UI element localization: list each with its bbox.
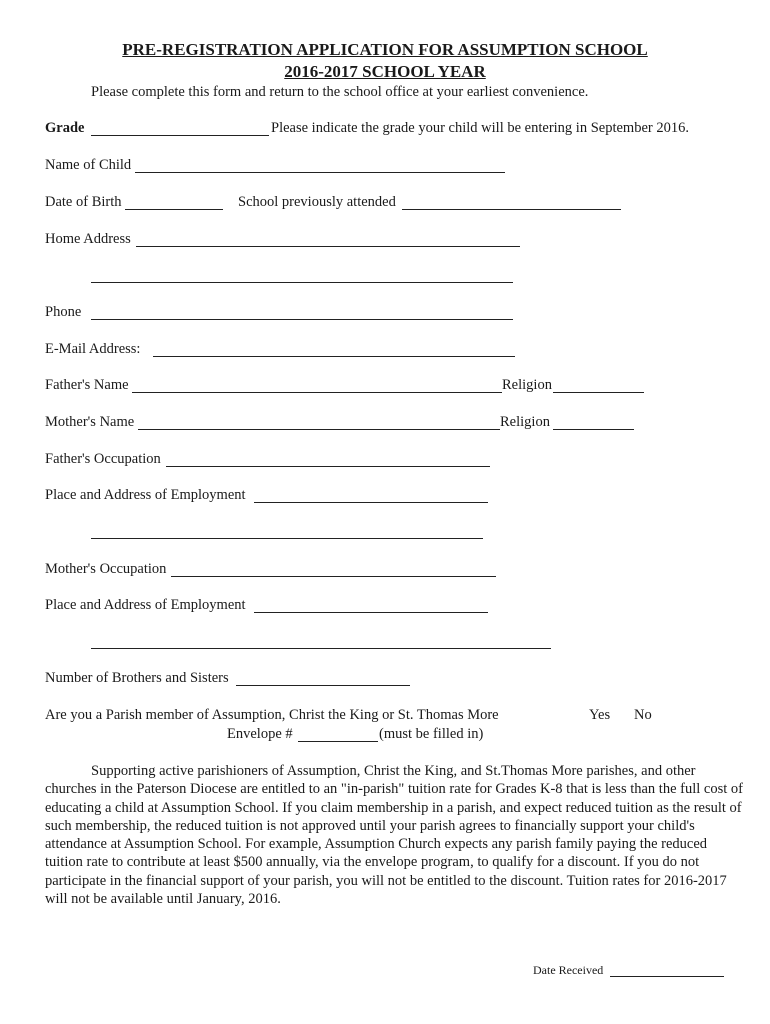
child-name-field[interactable] (135, 172, 505, 173)
dob-label: Date of Birth (45, 194, 122, 210)
dob-field[interactable] (125, 209, 223, 210)
mother-name-label: Mother's Name (45, 414, 135, 430)
email-label: E-Mail Address: (45, 341, 141, 357)
father-occupation-field[interactable] (166, 466, 490, 467)
grade-note: Please indicate the grade your child will be entering in September 2016. (271, 120, 689, 136)
form-title: PRE-REGISTRATION APPLICATION FOR ASSUMPTION SCHOOL (122, 40, 648, 59)
prev-school-label: School previously attended (238, 194, 396, 210)
mother-name-field[interactable] (138, 429, 500, 430)
no-option[interactable]: No (634, 707, 652, 723)
father-occupation-label: Father's Occupation (45, 451, 161, 467)
instructions-text: Please complete this form and return to the school office at your earliest convenience. (91, 84, 589, 100)
email-field[interactable] (153, 356, 515, 357)
tuition-policy-paragraph: Supporting active parishioners of Assumption, Christ the King, and St.Thomas More parishes, and other churches in the Paterson Diocese are entitled to an "in-parish" tuition rate for Grades K-8 that is less than the full cost of educating a child at Assumption School. If you claim membership in a parish, and expect reduced tuition as the result of such membership, the reduced tuition is not approved until your parish agrees to financially support your child's attendance at Assumption School. For example, Assumption Church expects any parish family paying the reduced tuition rate to contribute at least $500 annually, via the envelope program, to qualify for a discount. If you do not participate in the financial support of your parish, you will not be entitled to the discount. Tuition rates for 2016-2017 will not be available until January, 2016. (45, 763, 743, 908)
father-employment-field-line2[interactable] (91, 538, 483, 539)
phone-field[interactable] (91, 319, 513, 320)
home-address-field[interactable] (136, 246, 520, 247)
mother-occupation-field[interactable] (171, 576, 496, 577)
father-religion-field[interactable] (553, 392, 644, 393)
envelope-label: Envelope # (227, 726, 293, 742)
mother-employment-field-line2[interactable] (91, 648, 551, 649)
parish-question: Are you a Parish member of Assumption, Christ the King or St. Thomas More (45, 707, 499, 723)
school-year-title: 2016-2017 SCHOOL YEAR (284, 62, 486, 81)
child-name-label: Name of Child (45, 157, 132, 173)
mother-religion-field[interactable] (553, 429, 634, 430)
mother-employment-label: Place and Address of Employment (45, 597, 246, 613)
home-address-label: Home Address (45, 231, 131, 247)
father-name-label: Father's Name (45, 377, 129, 393)
mother-occupation-label: Mother's Occupation (45, 561, 167, 577)
siblings-label: Number of Brothers and Sisters (45, 670, 229, 686)
siblings-field[interactable] (236, 685, 410, 686)
grade-label: Grade (45, 120, 85, 136)
father-religion-label: Religion (502, 377, 552, 393)
date-received-field[interactable] (610, 976, 724, 977)
father-employment-field[interactable] (254, 502, 488, 503)
father-name-field[interactable] (132, 392, 502, 393)
prev-school-field[interactable] (402, 209, 621, 210)
mother-religion-label: Religion (500, 414, 550, 430)
grade-field[interactable] (91, 135, 269, 136)
father-employment-label: Place and Address of Employment (45, 487, 246, 503)
phone-label: Phone (45, 304, 82, 320)
date-received-label: Date Received (533, 963, 604, 977)
yes-option[interactable]: Yes (589, 707, 611, 723)
envelope-field[interactable] (298, 741, 378, 742)
envelope-note: (must be filled in) (379, 726, 484, 742)
home-address-field-line2[interactable] (91, 282, 513, 283)
mother-employment-field[interactable] (254, 612, 488, 613)
